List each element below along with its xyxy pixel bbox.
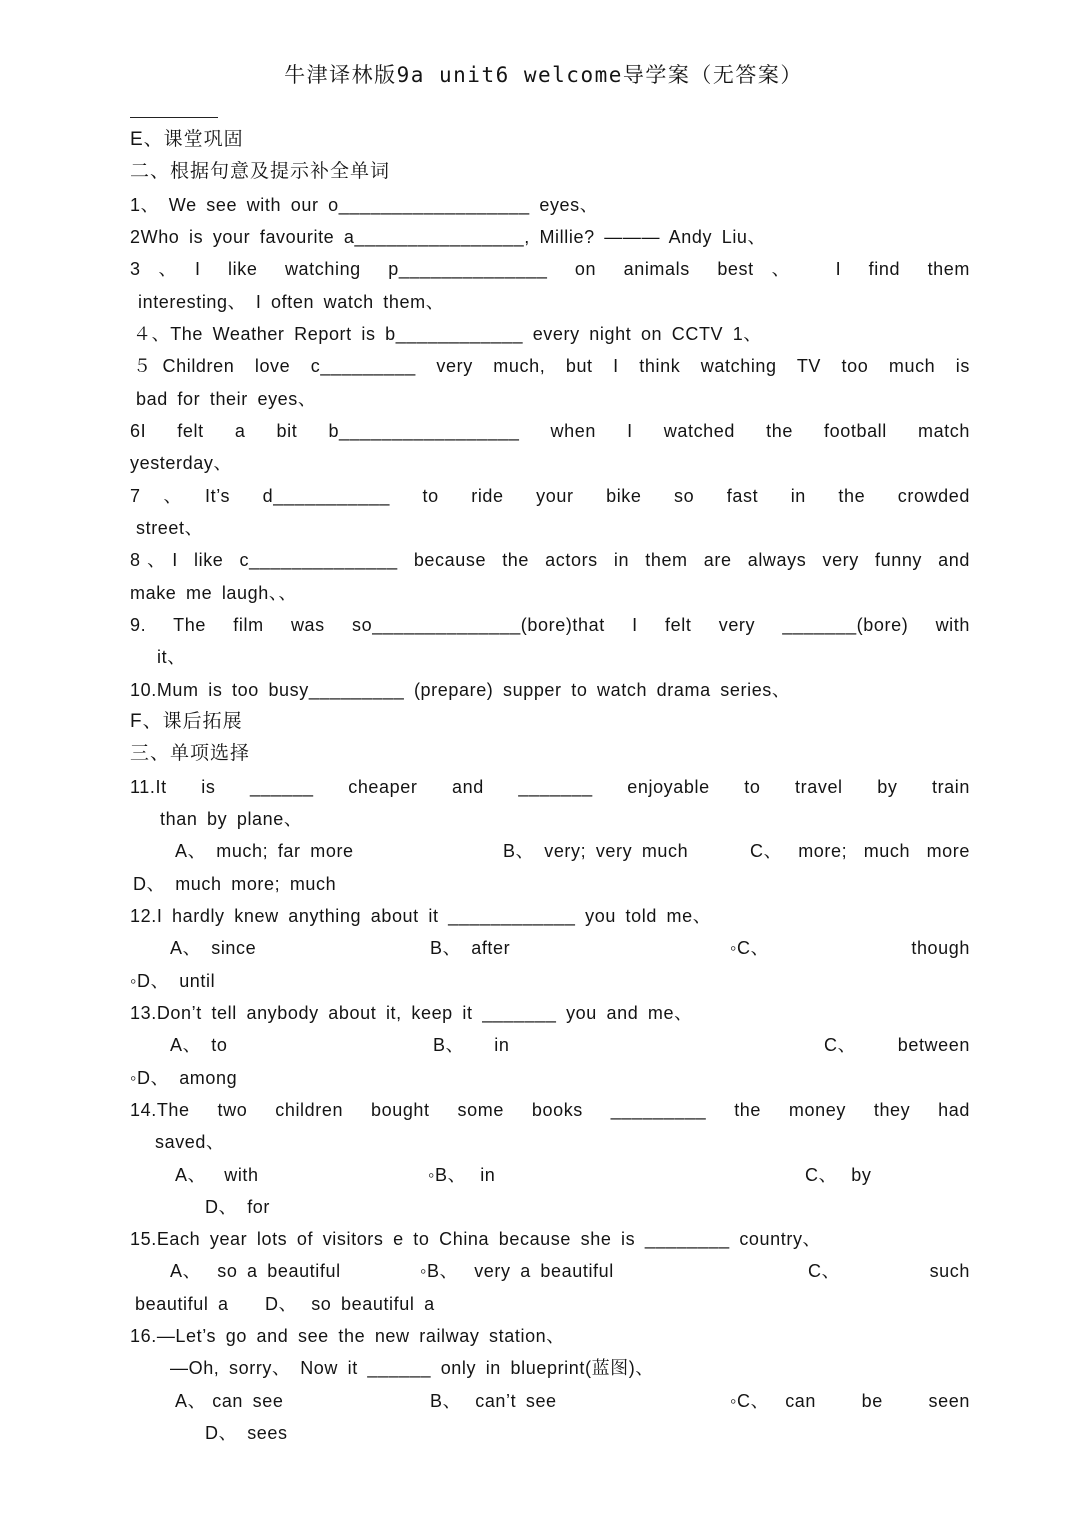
exercise-7-line-1: 7、It’s d___________ to ride your bike so fast in the crowded (130, 485, 970, 506)
option-text: to (211, 1035, 228, 1056)
question-15-options-cont (130, 1288, 970, 1320)
option-label: C、 (808, 1261, 841, 1282)
section-e-subheading: 二、根据句意及提示补全单词 (130, 161, 391, 183)
document-title: 牛津译林版9a unit6 welcome导学案（无答案） (284, 63, 803, 87)
option-c (808, 1255, 970, 1287)
option-label: B、 (503, 841, 535, 862)
exercise-5-line-2: bad for their eyes、 (136, 388, 317, 409)
option-text: much more; much (175, 873, 337, 894)
exercise-9-line-2: it、 (157, 647, 186, 668)
option-b (420, 1255, 614, 1287)
option-a (175, 835, 354, 867)
question-11-options-cont (130, 868, 970, 900)
exercise-7-line-2: street、 (136, 517, 204, 538)
question-16-stem-line-1: 16.—Let’s go and see the new railway station、 (130, 1326, 565, 1347)
option-label: D、 (133, 873, 166, 894)
exercise-8-line-2: make me laugh、、 (130, 582, 298, 603)
exercise-1-line-1: 1、 We see with our o__________________ eyes、 (130, 194, 599, 215)
option-text: though (911, 938, 970, 959)
question-15-options (130, 1255, 970, 1287)
option-text: can’t see (475, 1390, 557, 1411)
option-text: so a beautiful (217, 1261, 341, 1282)
question-14-stem-line-2: saved、 (155, 1132, 225, 1153)
question-13-options-cont (130, 1062, 970, 1094)
option-d (205, 1417, 288, 1449)
option-a (170, 1255, 341, 1287)
option-label: A、 (170, 1261, 202, 1282)
option-a (175, 1385, 283, 1417)
option-label: B、 (430, 938, 462, 959)
question-13-stem-line-1: 13.Don’t tell anybody about it, keep it _______ you and me、 (130, 1002, 693, 1023)
option-b (428, 1159, 495, 1191)
option-label: ◦B、 (428, 1164, 467, 1185)
option-label: C、 (805, 1164, 838, 1185)
question-12-options (130, 932, 970, 964)
option-d (205, 1191, 270, 1223)
option-text: very a beautiful (474, 1261, 614, 1282)
option-text: sees (247, 1423, 288, 1444)
option-text: with (224, 1164, 259, 1185)
option-d (133, 868, 336, 900)
option-label: A、 (175, 1164, 207, 1185)
option-text: by (851, 1164, 872, 1185)
exercise-5-line-1: ５Children love c_________ very much, but I think watching TV too much is (133, 356, 970, 377)
option-label: A、 (175, 841, 207, 862)
option-b (430, 932, 510, 964)
question-11-options (130, 835, 970, 867)
option-label: A、 (175, 1390, 207, 1411)
option-a (170, 932, 256, 964)
option-label: A、 (170, 938, 202, 959)
option-text: in (494, 1035, 510, 1056)
option-c (730, 1385, 970, 1417)
option-text: very; very much (544, 841, 689, 862)
question-14-options-cont (130, 1191, 970, 1223)
option-label: B、 (430, 1390, 462, 1411)
option-label: ◦D、 (130, 1067, 170, 1088)
option-b (503, 835, 688, 867)
worksheet-body (130, 124, 970, 1449)
option-text: more; much more (798, 841, 970, 862)
option-label: D、 (205, 1423, 238, 1444)
question-12-stem-line-1: 12.I hardly knew anything about it ____________ you told me、 (130, 905, 712, 926)
option-text: until (179, 970, 216, 991)
option-label: A、 (170, 1035, 202, 1056)
section-e-heading: E、课堂巩固 (130, 129, 244, 150)
option-c (750, 835, 970, 867)
option-b (433, 1029, 509, 1061)
option-text-part-1: such (929, 1261, 970, 1282)
question-11-stem-line-2: than by plane、 (160, 808, 303, 829)
header-rule (130, 117, 218, 118)
option-d (130, 1062, 237, 1094)
option-label: D、 (265, 1293, 298, 1314)
question-16-stem-line-2: —Oh, sorry、 Now it ______ only in blueprint(蓝图)、 (170, 1358, 654, 1379)
option-text: between (897, 1035, 970, 1056)
option-text: among (179, 1067, 238, 1088)
option-c (730, 932, 970, 964)
question-14-stem-line-1: 14.The two children bought some books _________ the money they had (130, 1099, 970, 1120)
exercise-4-line-1: ４、The Weather Report is b____________ every night on CCTV 1、 (133, 323, 762, 344)
option-text: much; far more (216, 841, 354, 862)
exercise-2-line-1: 2Who is your favourite a________________, Millie? ——— Andy Liu、 (130, 226, 767, 247)
option-b (430, 1385, 557, 1417)
option-text: after (471, 938, 511, 959)
option-a (175, 1159, 259, 1191)
option-d (130, 965, 215, 997)
question-14-options (130, 1159, 970, 1191)
option-label: D、 (205, 1196, 238, 1217)
option-c (805, 1159, 871, 1191)
question-12-options-cont (130, 965, 970, 997)
question-16-options-cont (130, 1417, 970, 1449)
question-16-options (130, 1385, 970, 1417)
option-text: can be seen (785, 1390, 970, 1411)
question-11-stem-line-1: 11.It is ______ cheaper and _______ enjoyable to travel by train (130, 776, 970, 797)
option-label: C、 (750, 841, 783, 862)
option-label: ◦B、 (420, 1261, 459, 1282)
exercise-6-line-2: yesterday、 (130, 453, 233, 474)
option-label: ◦C、 (730, 938, 770, 959)
question-15-stem-line-1: 15.Each year lots of visitors e to China because she is ________ country、 (130, 1229, 822, 1250)
exercise-3-line-2: interesting、 I often watch them、 (138, 291, 445, 312)
option-label: ◦C、 (730, 1390, 770, 1411)
option-text: can see (212, 1390, 284, 1411)
exercise-3-line-1: 3、I like watching p______________ on animals best、 I find them (130, 259, 970, 280)
option-label: C、 (824, 1035, 857, 1056)
option-text: since (211, 938, 257, 959)
option-text: so beautiful a (311, 1293, 435, 1314)
question-13-options (130, 1029, 970, 1061)
exercise-9-line-1: 9. The film was so______________(bore)that I felt very _______(bore) with (130, 614, 970, 635)
section-f-subheading: 三、单项选择 (130, 743, 251, 765)
option-label: B、 (433, 1035, 465, 1056)
option-label: ◦D、 (130, 970, 170, 991)
option-text-part-2: beautiful a (135, 1293, 229, 1314)
option-c (824, 1029, 970, 1061)
option-a (170, 1029, 227, 1061)
option-c-continued (135, 1288, 229, 1320)
exercise-8-line-1: 8、I like c______________ because the actors in them are always very funny and (130, 550, 970, 571)
option-d (265, 1288, 435, 1320)
exercise-10-line-1: 10.Mum is too busy_________ (prepare) supper to watch drama series、 (130, 679, 791, 700)
option-text: in (480, 1164, 496, 1185)
exercise-6-line-1: 6I felt a bit b_________________ when I watched the football match (130, 420, 970, 441)
option-text: for (247, 1196, 271, 1217)
section-f-heading: F、课后拓展 (130, 710, 243, 732)
